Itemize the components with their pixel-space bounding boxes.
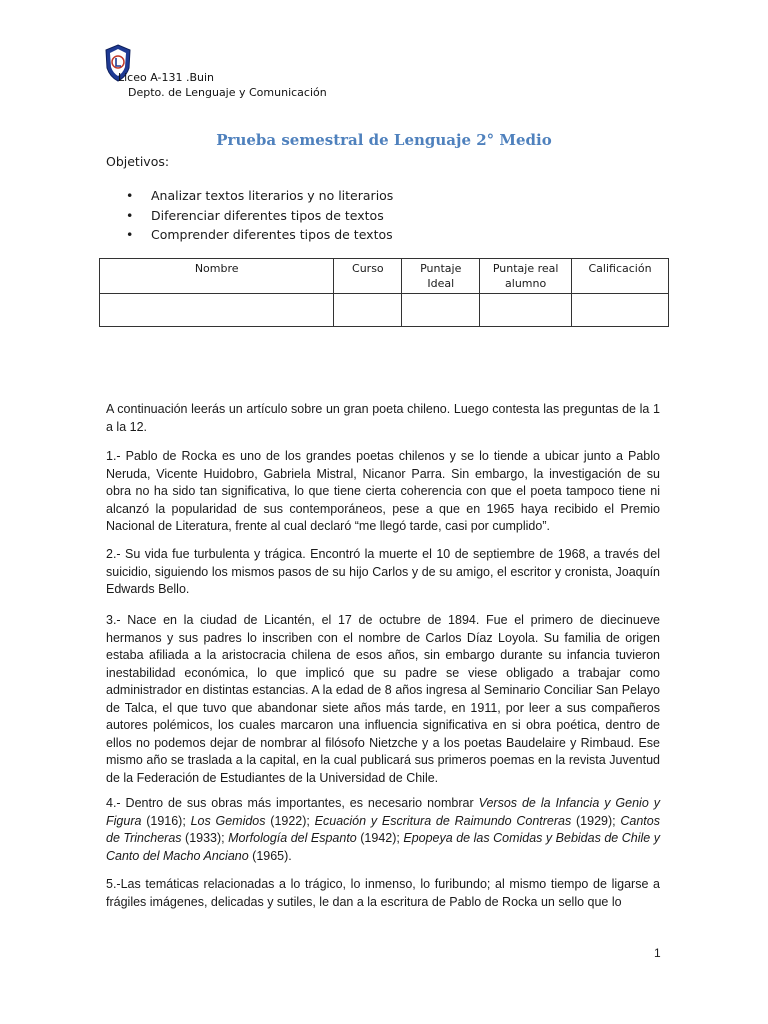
puntaje-real-cell[interactable] — [480, 294, 572, 327]
objective-item: • Comprender diferentes tipos de textos — [126, 225, 393, 245]
curso-cell[interactable] — [334, 294, 402, 327]
paragraph-5: 5.-Las temáticas relacionadas a lo trágico, lo inmenso, lo furibundo; al mismo tiempo de ligarse a frágiles imágenes, delicadas y sutiles, le dan a la escritura de Pablo de Rocka un sello que lo — [106, 877, 660, 909]
objectives-list — [126, 186, 393, 245]
bullet-icon: • — [126, 227, 134, 242]
paragraph-3: 3.- Nace en la ciudad de Licantén, el 17 de octubre de 1894. Fue el primero de diecinueve hermanos y sus padres lo inscriben con el nombre de Carlos Díaz Loyola. Su familia de origen estaba afiliada a la aristocracia chilena de esos años, sin embargo durante su infancia tuvieron inestabilidad económica, lo que implicó que su padre se viese obligado a trabajar como administrador en distintas estancias. A la edad de 8 años ingresa al Seminario Conciliar San Pelayo de Talca, el que tuvo que abandonar siete años más tarde, en 1911, por leer a sus compañeros autores polémicos, los cuales marcaron una influencia significativa en si obra poética, dentro de ellos no podemos dejar de nombrar al filósofo Nietzche y a los poetas Baudelaire y Rimbaud. Ese mismo año se traslada a la capital, en la cual publicará sus primeros poemas en la revista Juventud de la Federación de Estudiantes de la Universidad de Chile. — [106, 613, 660, 785]
page-number: 1 — [654, 946, 661, 960]
calificacion-cell[interactable] — [572, 294, 669, 327]
nombre-cell[interactable] — [100, 294, 334, 327]
intro-paragraph: A continuación leerás un artículo sobre un gran poeta chileno. Luego contesta las preguntas de la 1 a la 12. — [106, 402, 660, 434]
work-title: Ecuación y Escritura de Raimundo Contreras — [314, 813, 572, 828]
work-title: Morfología del Espanto — [228, 831, 357, 845]
header-curso: Curso — [334, 259, 402, 294]
paragraph-2: 2.- Su vida fue turbulenta y trágica. Encontró la muerte el 10 de septiembre de 1968, a través del suicidio, siguiendo los mismos pasos de su hijo Carlos y de su amigo, el escritor y cronista, Joaquín Edwards Bello. — [106, 547, 660, 596]
bullet-icon: • — [126, 188, 134, 203]
paragraph-4: 4.- Dentro de sus obras más importantes, es necesario nombrar Versos de la Infancia y Genio y Figura (1916); Los Gemidos (1922); Ecuación y Escritura de Raimundo Contreras (1929); Cantos de Trincheras (1933); Morfología del Espanto (1942); Epopeya de las Comidas y Bebidas de Chile y Canto del Macho Anciano (1965). — [106, 796, 660, 863]
paragraph-1: 1.- Pablo de Rocka es uno de los grandes poetas chilenos y se lo tiende a ubicar junto a Pablo Neruda, Vicente Huidobro, Gabriela Mistral, Nicanor Parra. Sin embargo, la investigación de su obra no ha sido tan significativa, lo que tiene cierta coherencia con que el poeta tampoco tiene ni alcanzó la popularidad de sus contemporáneos, pese a que en 1965 haya recibido el Premio Nacional de Literatura, frente al cual declaró “me llegó tarde, casi por cumplido”. — [106, 449, 660, 533]
work-title: Los Gemidos — [190, 813, 266, 828]
bullet-icon: • — [126, 207, 134, 223]
grade-table-header-row — [100, 259, 669, 294]
header-calificacion: Calificación — [572, 259, 669, 294]
header-puntaje-ideal: Puntaje Ideal — [402, 259, 480, 294]
work-title: Cantos de Trincheras — [106, 813, 660, 845]
work-title: Versos de la Infancia y Genio y Figura — [106, 796, 660, 828]
objective-item: • Diferenciar diferentes tipos de textos — [126, 206, 393, 226]
grade-table-entry-row — [100, 294, 669, 327]
grade-table — [99, 258, 669, 327]
objective-item: • Analizar textos literarios y no literarios — [126, 186, 393, 206]
exam-title: Prueba semestral de Lenguaje 2° Medio — [216, 131, 552, 149]
work-title: Epopeya de las Comidas y Bebidas de Chile y Canto del Macho Anciano — [106, 831, 660, 863]
school-name: Liceo A-131 .Buin — [118, 71, 215, 84]
header-puntaje-real: Puntaje real alumno — [480, 259, 572, 294]
puntaje-ideal-cell[interactable] — [402, 294, 480, 327]
objectives-label: Objetivos: — [106, 154, 170, 169]
header-nombre: Nombre — [100, 259, 334, 294]
department-name: Depto. de Lenguaje y Comunicación — [128, 86, 327, 99]
